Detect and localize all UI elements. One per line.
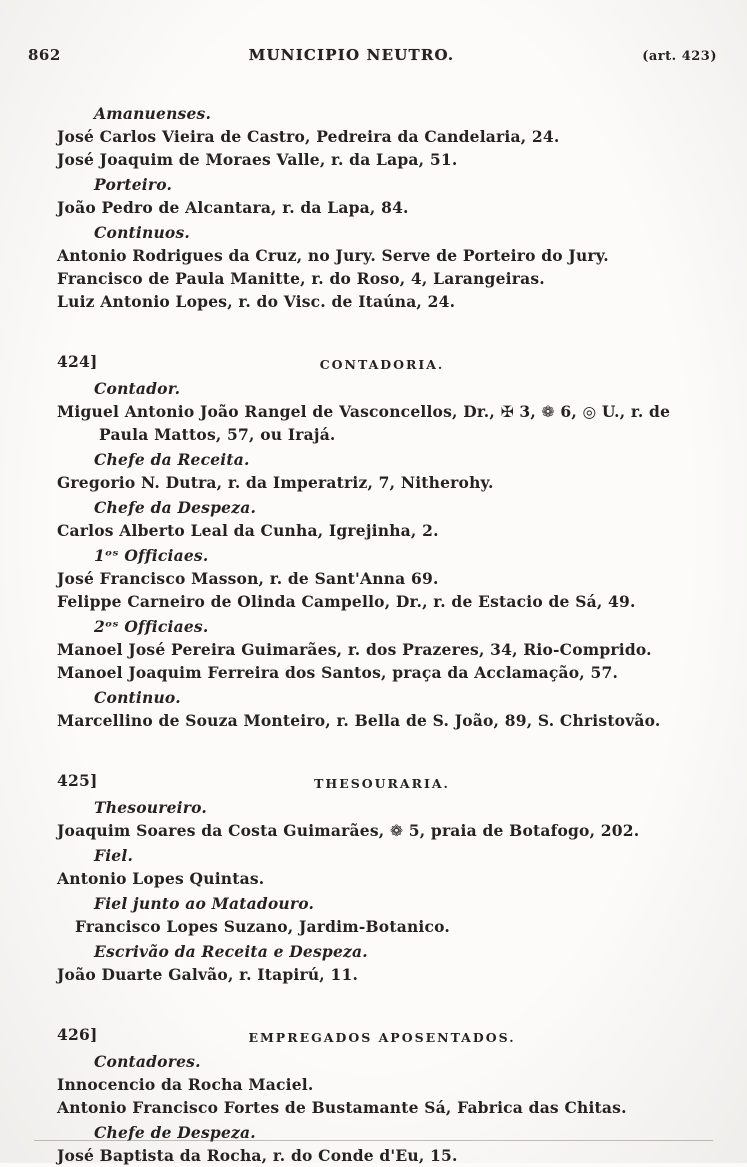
role-heading: Amanuenses. xyxy=(94,104,212,123)
role-heading: Chefe da Despeza. xyxy=(94,498,257,517)
directory-entry: Innocencio da Rocha Maciel. xyxy=(57,1075,314,1094)
section-number: 425] xyxy=(57,771,98,790)
directory-entry: Marcellino de Souza Monteiro, r. Bella de S. João, 89, S. Christovão. xyxy=(57,711,661,730)
directory-entry: Gregorio N. Dutra, r. da Imperatriz, 7, Nitherohy. xyxy=(57,473,494,492)
role-heading: Continuos. xyxy=(94,223,190,242)
running-title: MUNICIPIO NEUTRO. xyxy=(248,46,455,64)
section-title: THESOURARIA. xyxy=(314,776,450,791)
directory-entry: Manoel Joaquim Ferreira dos Santos, praça da Acclamação, 57. xyxy=(57,663,619,682)
page-header xyxy=(0,0,747,64)
role-heading: Thesoureiro. xyxy=(94,798,207,817)
directory-entry: Manoel José Pereira Guimarães, r. dos Prazeres, 34, Rio-Comprido. xyxy=(57,640,652,659)
section-heading xyxy=(57,350,707,373)
role-heading: Contador. xyxy=(94,379,181,398)
directory-entry: Antonio Francisco Fortes de Bustamante Sá, Fabrica das Chitas. xyxy=(57,1098,627,1117)
section-heading xyxy=(57,1023,707,1046)
role-heading: Fiel. xyxy=(94,846,134,865)
section-number: 426] xyxy=(57,1025,98,1044)
directory-entry: João Duarte Galvão, r. Itapirú, 11. xyxy=(57,965,359,984)
directory-entry: Antonio Lopes Quintas. xyxy=(57,869,265,888)
directory-entry: Luiz Antonio Lopes, r. do Visc. de Itaúna, 24. xyxy=(57,292,456,311)
role-heading: Chefe da Receita. xyxy=(94,450,250,469)
directory-content xyxy=(0,64,747,1167)
section-number: 424] xyxy=(57,352,98,371)
directory-entry: José Carlos Vieira de Castro, Pedreira da Candelaria, 24. xyxy=(57,127,560,146)
role-heading: 2ᵒˢ Officiaes. xyxy=(94,617,209,636)
directory-entry: José Baptista da Rocha, r. do Conde d'Eu, 15. xyxy=(57,1146,458,1165)
article-reference: (art. 423) xyxy=(642,49,717,64)
directory-entry: Antonio Rodrigues da Cruz, no Jury. Serve de Porteiro do Jury. xyxy=(57,246,609,265)
directory-entry: Francisco Lopes Suzano, Jardim-Botanico. xyxy=(75,917,451,936)
directory-entry: Carlos Alberto Leal da Cunha, Igrejinha, 2. xyxy=(57,521,439,540)
directory-entry: José Joaquim de Moraes Valle, r. da Lapa, 51. xyxy=(57,150,458,169)
section-title: CONTADORIA. xyxy=(319,357,445,372)
role-heading: Chefe de Despeza. xyxy=(94,1123,256,1142)
directory-entry: Joaquim Soares da Costa Guimarães, ❁ 5, praia de Botafogo, 202. xyxy=(57,821,640,840)
role-heading: Continuo. xyxy=(94,688,181,707)
page-number: 862 xyxy=(28,46,61,64)
directory-entry: Felippe Carneiro de Olinda Campello, Dr., r. de Estacio de Sá, 49. xyxy=(57,592,636,611)
directory-entry: José Francisco Masson, r. de Sant'Anna 69. xyxy=(57,569,439,588)
role-heading: Fiel junto ao Matadouro. xyxy=(94,894,315,913)
directory-entry: João Pedro de Alcantara, r. da Lapa, 84. xyxy=(57,198,409,217)
directory-entry: Miguel Antonio João Rangel de Vasconcellos, Dr., ✠ 3, ❁ 6, ◎ U., r. de xyxy=(57,402,671,421)
directory-entry: Paula Mattos, 57, ou Irajá. xyxy=(99,425,336,444)
role-heading: Porteiro. xyxy=(94,175,173,194)
section-heading xyxy=(57,769,707,792)
section-title: EMPREGADOS APOSENTADOS. xyxy=(248,1030,516,1045)
role-heading: 1ᵒˢ Officiaes. xyxy=(94,546,209,565)
role-heading: Escrivão da Receita e Despeza. xyxy=(94,942,368,961)
bottom-rule xyxy=(34,1140,713,1141)
directory-entry: Francisco de Paula Manitte, r. do Roso, 4, Larangeiras. xyxy=(57,269,545,288)
role-heading: Contadores. xyxy=(94,1052,201,1071)
